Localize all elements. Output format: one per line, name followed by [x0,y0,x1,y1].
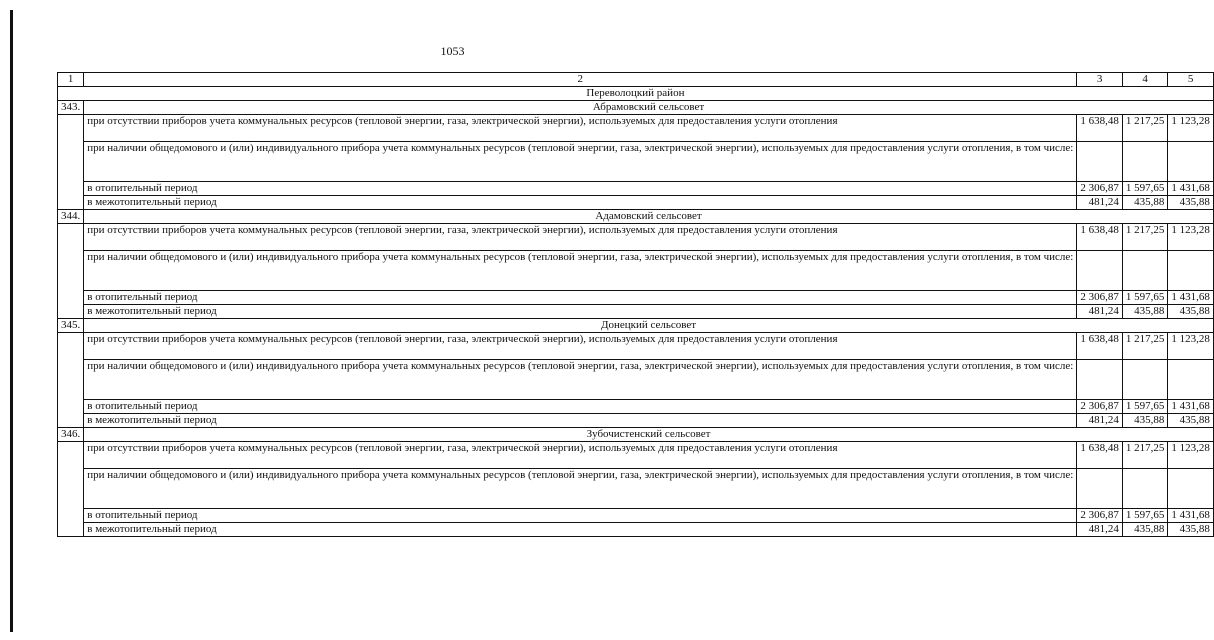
row-label: в отопительный период [84,400,1077,414]
value-cell-col-4: 1 597,65 [1122,291,1168,305]
value-cell-col-4: 435,88 [1122,305,1168,319]
value-cell-col-3: 1 638,48 [1077,333,1123,360]
row-label: в межотопительный период [84,196,1077,210]
header-cell-5: 5 [1168,73,1214,87]
number-column-blank [58,115,84,210]
table-row [58,509,1214,523]
section-number: 344. [58,210,84,224]
table-row [58,469,1214,509]
value-cell-col-5: 1 123,28 [1168,224,1214,251]
value-cell-col-5: 435,88 [1168,196,1214,210]
section-number: 343. [58,101,84,115]
value-cell-col-4 [1122,360,1168,400]
value-cell-col-5: 435,88 [1168,305,1214,319]
table-row [58,291,1214,305]
value-cell-col-3 [1077,251,1123,291]
header-cell-1: 1 [58,73,84,87]
number-column-blank [58,333,84,428]
row-label: в отопительный период [84,291,1077,305]
section-header-row [58,101,1214,115]
row-label: в межотопительный период [84,414,1077,428]
table-row [58,224,1214,251]
value-cell-col-3: 1 638,48 [1077,442,1123,469]
section-name: Донецкий сельсовет [84,319,1214,333]
value-cell-col-5: 1 123,28 [1168,333,1214,360]
value-cell-col-3: 2 306,87 [1077,400,1123,414]
row-label: в отопительный период [84,182,1077,196]
table-row [58,442,1214,469]
section-name: Зубочистенский сельсовет [84,428,1214,442]
section-name: Адамовский сельсовет [84,210,1214,224]
value-cell-col-5: 1 431,68 [1168,291,1214,305]
header-cell-4: 4 [1122,73,1168,87]
page-number: 1053 [440,44,465,58]
value-cell-col-4: 435,88 [1122,523,1168,537]
value-cell-col-3: 1 638,48 [1077,224,1123,251]
value-cell-col-4: 435,88 [1122,414,1168,428]
value-cell-col-5: 1 123,28 [1168,442,1214,469]
value-cell-col-3: 2 306,87 [1077,291,1123,305]
row-label: при наличии общедомового и (или) индивидуального прибора учета коммунальных ресурсов (тепловой энергии, газа, электрической энергии), используемых для предоставления услуги отопления, в том числе: [84,360,1077,400]
table-row [58,142,1214,182]
section-header-row [58,319,1214,333]
value-cell-col-5: 1 431,68 [1168,182,1214,196]
binding-line [10,10,13,632]
section-header-row [58,210,1214,224]
table-row [58,251,1214,291]
value-cell-col-3 [1077,469,1123,509]
header-cell-3: 3 [1077,73,1123,87]
table-row [58,523,1214,537]
value-cell-col-3: 1 638,48 [1077,115,1123,142]
value-cell-col-4: 1 597,65 [1122,509,1168,523]
value-cell-col-4: 1 217,25 [1122,224,1168,251]
value-cell-col-4: 1 217,25 [1122,115,1168,142]
value-cell-col-3 [1077,360,1123,400]
value-cell-col-5 [1168,469,1214,509]
table-row [58,414,1214,428]
section-name: Абрамовский сельсовет [84,101,1214,115]
row-label: при наличии общедомового и (или) индивидуального прибора учета коммунальных ресурсов (тепловой энергии, газа, электрической энергии), используемых для предоставления услуги отопления, в том числе: [84,142,1077,182]
value-cell-col-5: 435,88 [1168,523,1214,537]
table-row [58,400,1214,414]
value-cell-col-4: 1 217,25 [1122,333,1168,360]
row-label: в межотопительный период [84,305,1077,319]
number-column-blank [58,224,84,319]
table-row [58,305,1214,319]
number-column-blank [58,442,84,537]
value-cell-col-3: 481,24 [1077,196,1123,210]
row-label: при отсутствии приборов учета коммунальных ресурсов (тепловой энергии, газа, электрической энергии), используемых для предоставления услуги отопления [84,115,1077,142]
value-cell-col-5: 1 431,68 [1168,509,1214,523]
value-cell-col-5: 1 123,28 [1168,115,1214,142]
value-cell-col-3 [1077,142,1123,182]
value-cell-col-5: 1 431,68 [1168,400,1214,414]
table-row [58,115,1214,142]
value-cell-col-4 [1122,251,1168,291]
row-label: при наличии общедомового и (или) индивидуального прибора учета коммунальных ресурсов (тепловой энергии, газа, электрической энергии), используемых для предоставления услуги отопления, в том числе: [84,251,1077,291]
value-cell-col-4: 435,88 [1122,196,1168,210]
value-cell-col-4: 1 597,65 [1122,182,1168,196]
table-row [58,360,1214,400]
value-cell-col-3: 481,24 [1077,523,1123,537]
value-cell-col-4: 1 597,65 [1122,400,1168,414]
value-cell-col-3: 481,24 [1077,305,1123,319]
value-cell-col-5: 435,88 [1168,414,1214,428]
value-cell-col-3: 2 306,87 [1077,182,1123,196]
table-row [58,182,1214,196]
row-label: в межотопительный период [84,523,1077,537]
value-cell-col-3: 2 306,87 [1077,509,1123,523]
row-label: при наличии общедомового и (или) индивидуального прибора учета коммунальных ресурсов (тепловой энергии, газа, электрической энергии), используемых для предоставления услуги отопления, в том числе: [84,469,1077,509]
value-cell-col-4 [1122,142,1168,182]
row-label: при отсутствии приборов учета коммунальных ресурсов (тепловой энергии, газа, электрической энергии), используемых для предоставления услуги отопления [84,333,1077,360]
section-number: 346. [58,428,84,442]
value-cell-col-4 [1122,469,1168,509]
row-label: при отсутствии приборов учета коммунальных ресурсов (тепловой энергии, газа, электрической энергии), используемых для предоставления услуги отопления [84,224,1077,251]
row-label: в отопительный период [84,509,1077,523]
value-cell-col-4: 1 217,25 [1122,442,1168,469]
value-cell-col-5 [1168,360,1214,400]
header-row [58,73,1214,87]
section-header-row [58,428,1214,442]
table-row [58,333,1214,360]
district-row [58,87,1214,101]
district-name: Переволоцкий район [58,87,1214,101]
table-row [58,196,1214,210]
value-cell-col-5 [1168,142,1214,182]
row-label: при отсутствии приборов учета коммунальных ресурсов (тепловой энергии, газа, электрической энергии), используемых для предоставления услуги отопления [84,442,1077,469]
tariff-table [57,72,1214,537]
header-cell-2: 2 [84,73,1077,87]
value-cell-col-5 [1168,251,1214,291]
section-number: 345. [58,319,84,333]
value-cell-col-3: 481,24 [1077,414,1123,428]
